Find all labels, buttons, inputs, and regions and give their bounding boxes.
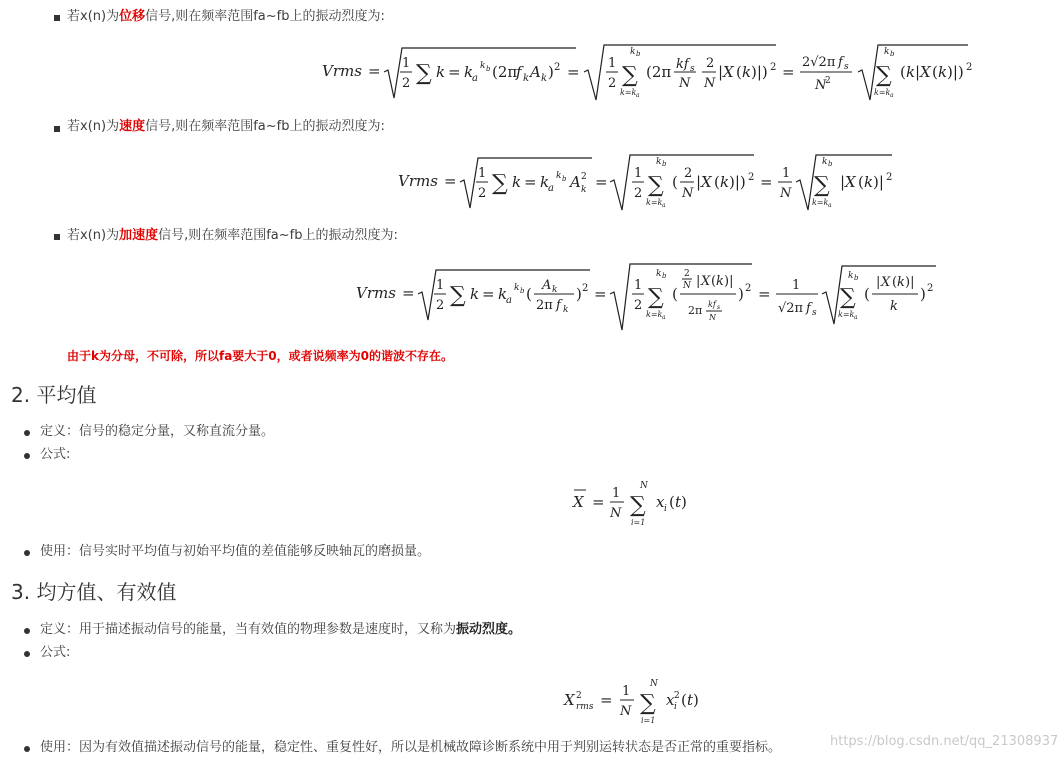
svg-text:2: 2 xyxy=(966,62,973,73)
svg-text:=: = xyxy=(782,63,795,81)
svg-text:i: i xyxy=(664,504,667,514)
svg-text:)|): )|) xyxy=(947,63,964,81)
svg-text:N: N xyxy=(709,313,716,322)
svg-text:Vrms: Vrms xyxy=(398,172,438,190)
svg-text:): ) xyxy=(920,285,926,303)
bullet-text-post: 信号,则在频率范围fa~fb上的振动烈度为: xyxy=(145,119,385,134)
svg-text:X: X xyxy=(723,63,734,81)
svg-text:)|: )| xyxy=(905,275,915,290)
acceleration-bullet-text xyxy=(67,228,398,244)
svg-text:k=k: k=k xyxy=(646,310,663,319)
svg-text:f: f xyxy=(838,55,843,70)
bullet-marker xyxy=(24,651,30,657)
svg-text:X: X xyxy=(881,275,891,290)
svg-text:k: k xyxy=(512,173,522,191)
formula-mean xyxy=(568,472,698,532)
rms-definition-text: 定义：用于描述振动信号的能量，当有效值的物理参数是速度时，又称为 xyxy=(40,622,457,637)
svg-text:): ) xyxy=(738,285,744,303)
svg-text:X: X xyxy=(701,274,711,289)
svg-text:a: a xyxy=(854,314,858,321)
svg-text:1: 1 xyxy=(634,278,643,293)
svg-text:k: k xyxy=(436,63,446,81)
svg-text:k=k: k=k xyxy=(838,310,855,319)
svg-text:k: k xyxy=(864,173,874,191)
svg-text:kf: kf xyxy=(708,300,716,309)
svg-text:(: ( xyxy=(672,173,678,191)
svg-text:∑: ∑ xyxy=(648,285,664,310)
section-heading-rms: 3. 均方值、有效值 xyxy=(11,580,177,604)
svg-text:k: k xyxy=(656,269,662,279)
svg-text:2: 2 xyxy=(478,186,487,201)
bullet-text-pre: 若x(n)为 xyxy=(67,9,120,24)
svg-text:N: N xyxy=(620,704,632,719)
watermark: https://blog.csdn.net/qq_21308937 xyxy=(830,734,1058,749)
svg-text:∑: ∑ xyxy=(630,493,646,518)
svg-text:2π: 2π xyxy=(688,304,703,317)
bullet-marker xyxy=(54,234,60,240)
bullet-marker xyxy=(24,746,30,752)
svg-text:1: 1 xyxy=(402,56,411,71)
svg-text:): ) xyxy=(576,285,582,303)
svg-text:1: 1 xyxy=(634,166,643,181)
svg-text:t: t xyxy=(687,691,694,709)
note-red: 由于k为分母，不可除，所以fa要大于0，或者说频率为0的谐波不存在。 xyxy=(67,349,454,363)
svg-text:X: X xyxy=(845,173,856,191)
formula-vrms-acceleration xyxy=(352,258,952,334)
bullet-marker xyxy=(54,126,60,132)
svg-text:k: k xyxy=(552,285,558,295)
svg-text:∑: ∑ xyxy=(416,61,432,86)
svg-text:k: k xyxy=(556,171,562,181)
bullet-marker xyxy=(24,430,30,436)
svg-text:A: A xyxy=(542,278,552,293)
svg-text:2: 2 xyxy=(745,283,752,294)
svg-text:N: N xyxy=(682,186,694,201)
svg-text:2: 2 xyxy=(582,283,589,294)
svg-text:)|: )| xyxy=(724,274,734,289)
svg-text:(: ( xyxy=(669,493,675,511)
svg-text:∑: ∑ xyxy=(622,63,638,88)
svg-text:Vrms: Vrms xyxy=(322,62,362,80)
average-usage: 使用：信号实时平均值与初始平均值的差值能够反映轴瓦的磨损量。 xyxy=(40,544,431,559)
svg-text:X: X xyxy=(920,63,931,81)
svg-text:i: i xyxy=(674,702,677,712)
svg-text:t: t xyxy=(675,493,682,511)
svg-text:k: k xyxy=(656,157,662,167)
svg-text:(: ( xyxy=(892,275,898,290)
bullet-marker xyxy=(24,453,30,459)
svg-text:(: ( xyxy=(681,691,687,709)
svg-text:): ) xyxy=(693,691,699,709)
svg-text:∑: ∑ xyxy=(648,173,664,198)
svg-text:s: s xyxy=(844,62,849,72)
svg-text:k: k xyxy=(541,73,548,84)
svg-text:(: ( xyxy=(900,63,906,81)
svg-text:1: 1 xyxy=(792,278,801,293)
svg-text:N: N xyxy=(650,679,658,689)
svg-text:k: k xyxy=(464,63,474,81)
svg-text:k: k xyxy=(897,275,905,290)
svg-text:(: ( xyxy=(672,285,678,303)
svg-text:=: = xyxy=(368,62,381,80)
svg-text:i=1: i=1 xyxy=(631,518,646,527)
svg-text:k=k: k=k xyxy=(812,198,829,207)
section-heading-average: 2. 平均值 xyxy=(11,383,97,407)
svg-text:b: b xyxy=(486,65,491,73)
svg-text:b: b xyxy=(890,50,895,58)
svg-text:kf: kf xyxy=(676,57,689,72)
svg-text:): ) xyxy=(681,493,687,511)
bullet-keyword: 速度 xyxy=(119,119,146,134)
svg-text:Vrms: Vrms xyxy=(356,284,396,302)
svg-text:a: a xyxy=(662,202,666,209)
svg-text:k: k xyxy=(822,157,828,167)
svg-text:k=k: k=k xyxy=(620,88,637,97)
svg-text:(: ( xyxy=(858,173,864,191)
svg-text:2√2π: 2√2π xyxy=(802,55,836,70)
svg-text:rms: rms xyxy=(576,702,594,712)
rms-formula-label: 公式: xyxy=(40,645,71,660)
svg-text:∑: ∑ xyxy=(814,173,830,198)
svg-text:k: k xyxy=(514,283,520,293)
svg-text:|: | xyxy=(915,63,921,81)
svg-text:=: = xyxy=(402,284,415,302)
svg-text:√2π: √2π xyxy=(778,301,804,316)
bullet-text-pre: 若x(n)为 xyxy=(67,119,120,134)
svg-text:k: k xyxy=(563,305,569,315)
bullet-marker xyxy=(24,628,30,634)
svg-text:2: 2 xyxy=(748,172,755,183)
average-formula-label: 公式: xyxy=(40,447,71,462)
bullet-marker xyxy=(54,15,60,21)
svg-text:=: = xyxy=(594,285,607,303)
svg-text:2: 2 xyxy=(927,283,934,294)
bullet-marker xyxy=(24,550,30,556)
svg-text:(: ( xyxy=(932,63,938,81)
svg-text:=: = xyxy=(567,63,580,81)
formula-vrms-displacement xyxy=(318,40,978,102)
svg-text:k: k xyxy=(480,61,486,71)
svg-text:1: 1 xyxy=(478,166,487,181)
svg-text:2: 2 xyxy=(436,298,445,313)
rms-definition-bold: 振动烈度。 xyxy=(456,622,522,637)
svg-text:=: = xyxy=(482,285,495,303)
svg-text:N: N xyxy=(640,481,648,491)
svg-text:|: | xyxy=(696,274,701,289)
bullet-text-post: 信号,则在频率范围fa~fb上的振动烈度为: xyxy=(145,9,385,24)
formula-rms xyxy=(560,670,710,730)
svg-text:1: 1 xyxy=(622,684,631,699)
svg-text:=: = xyxy=(595,173,608,191)
svg-text:x: x xyxy=(656,493,665,511)
svg-text:(: ( xyxy=(714,173,720,191)
svg-text:a: a xyxy=(662,314,666,321)
svg-text:k=k: k=k xyxy=(874,88,891,97)
svg-text:2: 2 xyxy=(770,62,777,73)
svg-text:2: 2 xyxy=(706,56,715,71)
svg-text:N: N xyxy=(780,186,792,201)
svg-text:X: X xyxy=(573,493,584,511)
svg-text:=: = xyxy=(448,63,461,81)
svg-text:N: N xyxy=(610,506,622,521)
svg-text:)|): )|) xyxy=(751,63,768,81)
svg-text:k: k xyxy=(716,274,724,289)
svg-text:a: a xyxy=(472,73,478,84)
svg-text:b: b xyxy=(662,272,667,280)
svg-text:A: A xyxy=(530,63,541,81)
svg-text:N: N xyxy=(704,76,716,91)
svg-text:∑: ∑ xyxy=(876,63,892,88)
rms-definition xyxy=(40,622,521,638)
bullet-keyword: 位移 xyxy=(119,9,146,24)
svg-text:2: 2 xyxy=(684,269,690,279)
svg-text:k: k xyxy=(720,173,730,191)
svg-text:2: 2 xyxy=(825,76,831,86)
svg-text:k: k xyxy=(498,285,508,303)
svg-text:(2π: (2π xyxy=(646,63,672,81)
svg-text:(: ( xyxy=(736,63,742,81)
svg-text:): ) xyxy=(548,63,554,81)
svg-text:s: s xyxy=(717,304,721,311)
svg-text:2: 2 xyxy=(402,76,411,91)
svg-text:)|: )| xyxy=(873,173,884,191)
velocity-bullet-text xyxy=(67,119,385,135)
svg-text:2: 2 xyxy=(684,166,693,181)
bullet-keyword: 加速度 xyxy=(119,228,159,243)
svg-text:k: k xyxy=(523,73,530,84)
bullet-text-post: 信号,则在频率范围fa~fb上的振动烈度为: xyxy=(158,228,398,243)
svg-text:k: k xyxy=(581,185,587,195)
svg-text:b: b xyxy=(636,50,641,58)
svg-text:a: a xyxy=(548,183,554,194)
svg-text:b: b xyxy=(854,274,859,282)
svg-text:∑: ∑ xyxy=(450,283,466,308)
svg-text:∑: ∑ xyxy=(640,691,656,716)
svg-text:(2π: (2π xyxy=(492,63,518,81)
svg-text:|: | xyxy=(696,173,702,191)
svg-text:2: 2 xyxy=(634,298,643,313)
svg-text:|: | xyxy=(840,173,846,191)
svg-text:k: k xyxy=(630,47,636,57)
svg-text:∑: ∑ xyxy=(840,285,856,310)
svg-text:N: N xyxy=(683,281,691,291)
svg-text:x: x xyxy=(666,691,675,709)
svg-text:k=k: k=k xyxy=(646,198,663,207)
svg-text:|: | xyxy=(876,275,881,290)
svg-text:k: k xyxy=(540,173,550,191)
svg-text:=: = xyxy=(524,173,537,191)
svg-text:2: 2 xyxy=(608,76,617,91)
formula-vrms-velocity xyxy=(394,150,904,212)
svg-text:b: b xyxy=(828,160,833,168)
svg-text:)|): )|) xyxy=(729,173,746,191)
svg-text:s: s xyxy=(812,308,817,318)
svg-text:a: a xyxy=(636,92,640,99)
svg-text:2: 2 xyxy=(886,172,893,183)
svg-text:2: 2 xyxy=(634,186,643,201)
svg-text:k: k xyxy=(884,47,890,57)
svg-text:2: 2 xyxy=(581,172,587,182)
svg-text:|: | xyxy=(718,63,724,81)
svg-text:2: 2 xyxy=(674,691,680,701)
svg-text:k: k xyxy=(742,63,752,81)
svg-text:k: k xyxy=(938,63,948,81)
svg-text:=: = xyxy=(600,691,613,709)
svg-text:(: ( xyxy=(864,285,870,303)
svg-text:f: f xyxy=(556,298,561,313)
bullet-text-pre: 若x(n)为 xyxy=(67,228,120,243)
svg-text:(: ( xyxy=(526,285,532,303)
svg-text:=: = xyxy=(758,285,771,303)
svg-text:k: k xyxy=(848,271,854,281)
svg-text:a: a xyxy=(828,202,832,209)
svg-text:=: = xyxy=(760,173,773,191)
svg-text:1: 1 xyxy=(612,486,621,501)
displacement-bullet-text xyxy=(67,9,385,25)
svg-text:f: f xyxy=(806,301,811,316)
svg-text:=: = xyxy=(592,493,605,511)
svg-text:N: N xyxy=(815,78,827,93)
svg-text:A: A xyxy=(570,173,581,191)
svg-text:k: k xyxy=(890,299,898,314)
svg-text:f: f xyxy=(516,63,522,81)
svg-text:2: 2 xyxy=(554,62,561,73)
svg-text:X: X xyxy=(564,691,575,709)
svg-text:a: a xyxy=(506,295,512,306)
svg-text:1: 1 xyxy=(782,166,791,181)
average-definition: 定义：信号的稳定分量，又称直流分量。 xyxy=(40,424,275,439)
svg-text:k: k xyxy=(906,63,916,81)
svg-text:(: ( xyxy=(711,274,717,289)
svg-text:2: 2 xyxy=(576,691,582,701)
svg-text:k: k xyxy=(470,285,480,303)
svg-text:1: 1 xyxy=(608,56,617,71)
svg-text:N: N xyxy=(679,76,691,91)
svg-text:=: = xyxy=(444,172,457,190)
svg-text:X: X xyxy=(701,173,712,191)
svg-text:1: 1 xyxy=(436,278,445,293)
svg-text:i=1: i=1 xyxy=(641,716,656,725)
svg-text:b: b xyxy=(662,160,667,168)
rms-usage: 使用：因为有效值描述振动信号的能量，稳定性、重复性好，所以是机械故障诊断系统中用于判别运转状态是否正常的重要指标。 xyxy=(40,740,782,755)
svg-text:b: b xyxy=(520,287,525,295)
svg-text:a: a xyxy=(890,92,894,99)
svg-text:2π: 2π xyxy=(536,298,553,313)
svg-text:s: s xyxy=(690,64,695,74)
svg-text:∑: ∑ xyxy=(492,171,508,196)
svg-text:b: b xyxy=(562,175,567,183)
